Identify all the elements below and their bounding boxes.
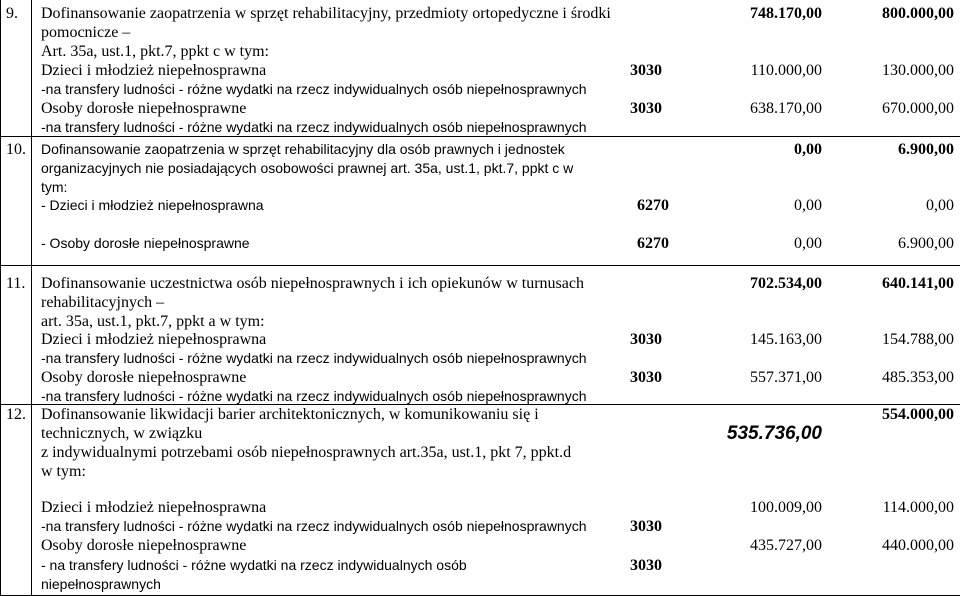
row-11-sub1-value-2: 154.788,00 (882, 331, 954, 348)
row-9-sub2-code: 3030 (630, 100, 662, 117)
row-11-sub1-desc: -na transfery ludności - różne wydatki na rzecz indywidualnych osób niepełnosprawnych (41, 350, 587, 366)
row-11-value-2: 640.141,00 (882, 275, 954, 292)
row-12-value-2: 554.000,00 (882, 406, 954, 423)
row-10-sub1-value-2: 0,00 (926, 197, 954, 214)
row-9-sub1-code: 3030 (630, 62, 662, 79)
row-10-title-line3: tym: (41, 179, 68, 195)
row-10-number: 10. (6, 141, 26, 158)
row-11-title-line2: rehabilitacyjnych – (41, 294, 165, 311)
row-12-sub2-value-1: 435.727,00 (750, 537, 822, 554)
row-9-sub1-label: Dzieci i młodzież niepełnosprawna (41, 62, 267, 79)
row-12-sub2-desc-line2: niepełnosprawnych (41, 576, 161, 592)
row-12-sub1-label: Dzieci i młodzież niepełnosprawna (41, 499, 267, 516)
row-9-sub1-value-2: 130.000,00 (882, 62, 954, 79)
row-11-sub1-value-1: 145.163,00 (750, 331, 822, 348)
row-9-sub2-value-1: 638.170,00 (750, 100, 822, 117)
row-9-number: 9. (6, 5, 18, 22)
row-12-value-1: 535.736,00 (726, 423, 822, 444)
row-11-sub1-code: 3030 (630, 331, 662, 348)
row-11-sub2-value-2: 485.353,00 (882, 369, 954, 386)
row-12-sub1-code: 3030 (630, 518, 662, 535)
row-12-sub1-value-2: 114.000,00 (882, 499, 954, 516)
row-10-sub2-value-1: 0,00 (794, 235, 822, 252)
row-11-title-line3: art. 35a, ust.1, pkt.7, ppkt a w tym: (41, 313, 265, 330)
row-11-sub2-desc: -na transfery ludności - różne wydatki na rzecz indywidualnych osób niepełnosprawnych (41, 388, 587, 404)
row-11-sub2-value-1: 557.371,00 (750, 369, 822, 386)
row-10-sub2-code: 6270 (637, 235, 669, 252)
row-12-sub2-code: 3030 (630, 557, 662, 574)
row-10-sub2-value-2: 6.900,00 (898, 235, 954, 252)
row-9-value-1: 748.170,00 (750, 5, 822, 22)
row-11-value-1: 702.534,00 (750, 275, 822, 292)
row-12-sub2-label: Osoby dorosłe niepełnosprawne (41, 537, 247, 554)
row-12-sub1-value-1: 100.009,00 (750, 499, 822, 516)
row-9-sub1-desc: -na transfery ludności - różne wydatki na rzecz indywidualnych osób niepełnosprawnych (41, 81, 587, 97)
row-12-sub2-value-2: 440.000,00 (882, 537, 954, 554)
row-10-sub2-label: - Osoby dorosłe niepełnosprawne (41, 235, 250, 251)
row-9-sub1-value-1: 110.000,00 (750, 62, 822, 79)
row-12-number: 12. (6, 406, 26, 423)
row-11-sub2-code: 3030 (630, 369, 662, 386)
row-9-title-line3: Art. 35a, ust.1, pkt.7, ppkt c w tym: (41, 43, 269, 60)
row-10-value-1: 0,00 (794, 141, 822, 158)
row-11-title-line1: Dofinansowanie uczestnictwa osób niepełnosprawnych i ich opiekunów w turnusach (41, 275, 584, 292)
row-12-sub1-desc: -na transfery ludności - różne wydatki na rzecz indywidualnych osób niepełnosprawnych (41, 518, 587, 534)
row-10-sub1-label: - Dzieci i młodzież niepełnosprawna (41, 197, 264, 213)
row-10-sub1-code: 6270 (637, 197, 669, 214)
row-9-sub2-label: Osoby dorosłe niepełnosprawne (41, 100, 247, 117)
row-11-number: 11. (6, 275, 26, 292)
row-9-title-line1: Dofinansowanie zaopatrzenia w sprzęt rehabilitacyjny, przedmioty ortopedyczne i środki (41, 5, 611, 22)
row-12-title-line3: z indywidualnymi potrzebami osób niepełnosprawnych art.35a, ust.1, pkt 7, ppkt.d (41, 444, 572, 461)
number-column-divider (31, 0, 32, 596)
row-12-title-line1: Dofinansowanie likwidacji barier architektonicznych, w komunikowaniu się i (41, 406, 539, 423)
row-12-title-line2: technicznych, w związku (41, 425, 203, 442)
row-divider (0, 265, 960, 266)
row-11-sub1-label: Dzieci i młodzież niepełnosprawna (41, 331, 267, 348)
row-9-sub2-value-2: 670.000,00 (882, 100, 954, 117)
row-9-title-line2: pomocnicze – (41, 24, 131, 41)
row-10-title-line1: Dofinansowanie zaopatrzenia w sprzęt rehabilitacyjny dla osób prawnych i jednostek (41, 141, 565, 157)
row-10-title-line2: organizacyjnych nie posiadających osobowości prawnej art. 35a, ust.1, pkt.7, ppkt c w (41, 160, 574, 176)
row-12-title-line4: w tym: (41, 463, 86, 480)
row-9-value-2: 800.000,00 (882, 5, 954, 22)
row-12-sub2-desc-line1: - na transfery ludności - różne wydatki na rzecz indywidualnych osób (41, 557, 467, 573)
row-10-value-2: 6.900,00 (898, 141, 954, 158)
row-11-sub2-label: Osoby dorosłe niepełnosprawne (41, 369, 247, 386)
row-10-sub1-value-1: 0,00 (794, 197, 822, 214)
left-border (0, 0, 1, 596)
row-9-sub2-desc: -na transfery ludności - różne wydatki na rzecz indywidualnych osób niepełnosprawnych (41, 119, 587, 135)
